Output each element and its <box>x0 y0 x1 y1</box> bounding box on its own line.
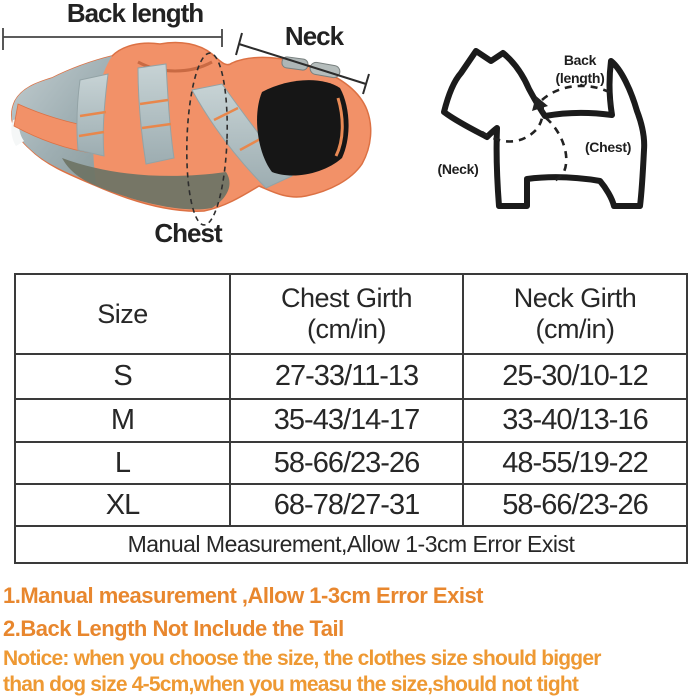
col-header-size <box>15 274 230 354</box>
footnotes <box>3 579 700 645</box>
header-unit: (cm/in) <box>307 314 386 344</box>
chest-girth-cell: 35-43/14-17 <box>230 399 463 442</box>
size-cell: M <box>15 399 230 442</box>
header-title: Neck Girth <box>513 283 637 313</box>
table-header-row <box>15 274 687 354</box>
notice-block <box>3 646 700 698</box>
size-cell: L <box>15 442 230 484</box>
neck-label: Neck <box>284 21 344 51</box>
chest-girth-cell: 58-66/23-26 <box>230 442 463 484</box>
header-unit: (cm/in) <box>535 314 615 344</box>
table-row <box>15 484 687 526</box>
notice-line-1: Notice: when you choose the size, the clothes size should bigger <box>3 647 601 670</box>
size-table <box>14 273 688 564</box>
neck-girth-cell: 48-55/19-22 <box>463 442 687 484</box>
table-footnote-row <box>15 526 687 563</box>
chest-girth-cell: 27-33/11-13 <box>230 354 463 399</box>
footnote-1: 1.Manual measurement ,Allow 1-3cm Error Exist <box>3 583 484 608</box>
table-row <box>15 399 687 442</box>
neck-opening <box>257 80 349 175</box>
col-header-neck-girth <box>463 274 687 354</box>
chest-label: Chest <box>154 218 222 248</box>
notice-line-2: than dog size 4-5cm,when you measu the size,should not tight <box>3 673 579 696</box>
dog-back-label-line1: Back <box>563 52 597 68</box>
measurement-diagrams <box>0 0 700 268</box>
dog-chest-label: (Chest) <box>584 139 632 155</box>
header-title: Size <box>97 298 148 329</box>
neck-girth-cell: 33-40/13-16 <box>463 399 687 442</box>
col-header-chest-girth <box>230 274 463 354</box>
table-footnote: Manual Measurement,Allow 1-3cm Error Exist <box>15 526 687 563</box>
neck-girth-cell: 25-30/10-12 <box>463 354 687 399</box>
footnote-2: 2.Back Length Not Include the Tail <box>3 616 344 641</box>
chest-girth-cell: 68-78/27-31 <box>230 484 463 526</box>
dog-neck-label: (Neck) <box>437 161 479 177</box>
table-row <box>15 354 687 399</box>
neck-girth-cell: 58-66/23-26 <box>463 484 687 526</box>
back-length-label: Back length <box>66 0 204 28</box>
dog-back-label-line2: (length) <box>555 70 605 86</box>
table-row <box>15 442 687 484</box>
header-title: Chest Girth <box>280 283 413 313</box>
size-cell: S <box>15 354 230 399</box>
back-arc <box>542 86 612 112</box>
size-cell: XL <box>15 484 230 526</box>
